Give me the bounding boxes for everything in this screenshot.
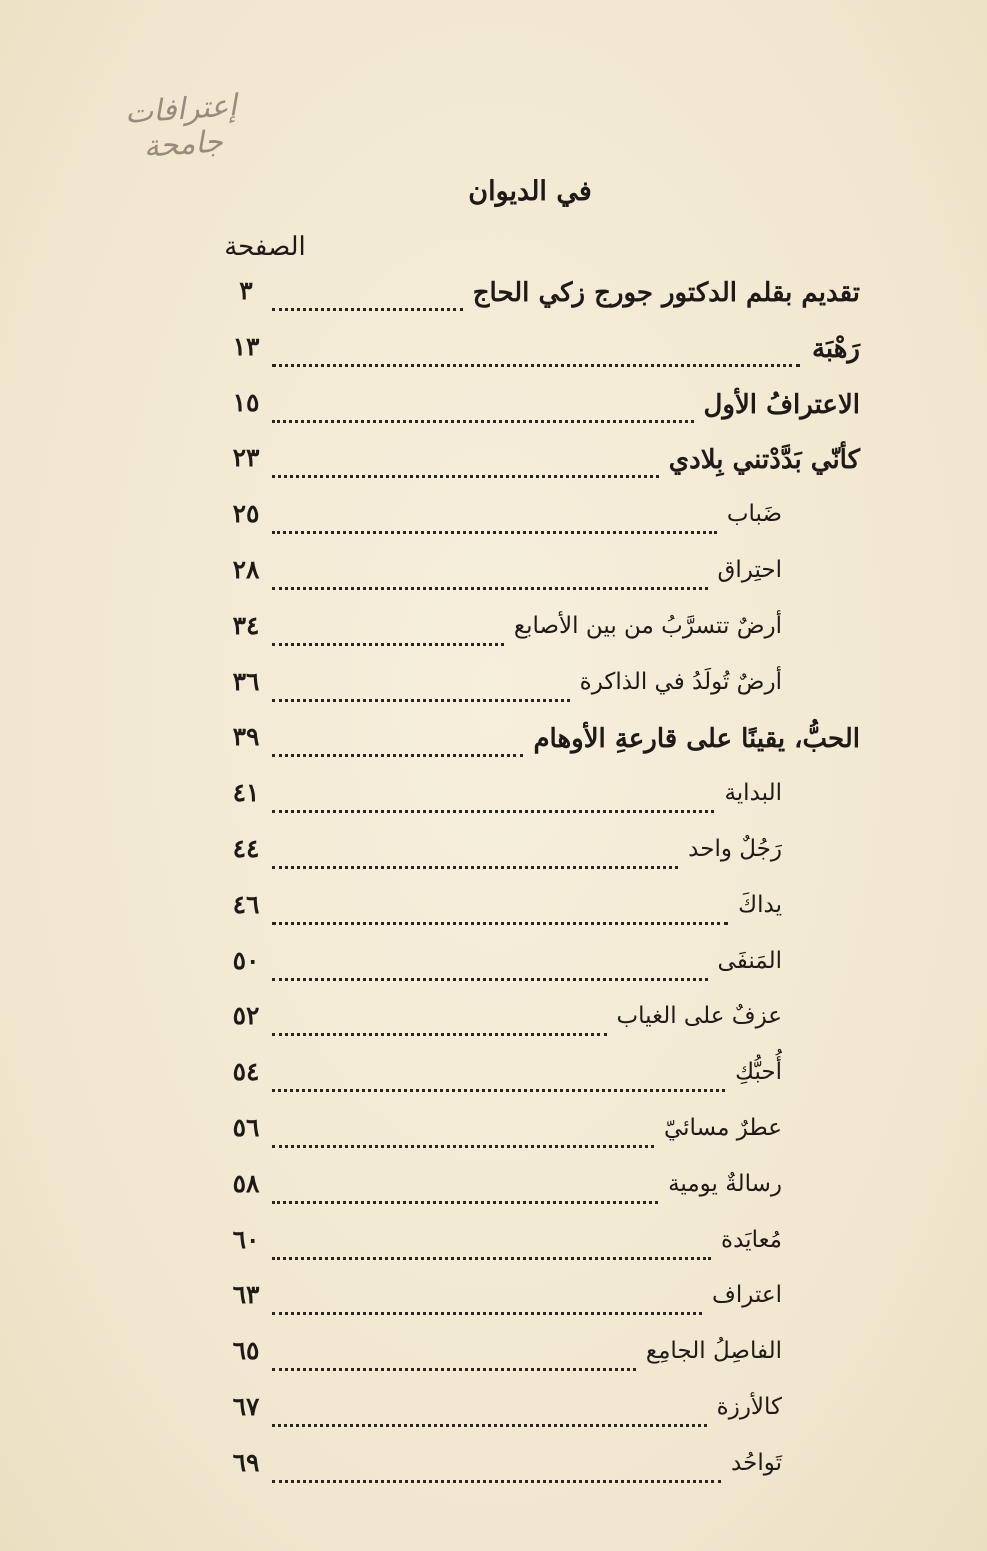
toc-entry-page: ٥٢: [232, 1001, 260, 1031]
toc-entry: [220, 1276, 860, 1332]
dot-leader: [272, 1338, 636, 1371]
toc-entry: [220, 551, 860, 607]
toc-entry-title: الحبُّ، يقينًا على قارعةِ الأوهام: [533, 724, 860, 755]
toc-entry: [220, 830, 860, 886]
toc-entry-title: البداية: [724, 780, 782, 807]
toc-entry-page: ٣: [239, 276, 253, 305]
toc-entry-page: ٤٦: [232, 889, 260, 919]
toc-entry-title: أُحبُّكِ: [735, 1059, 782, 1086]
toc-entry-title: مُعايَدة: [721, 1226, 782, 1253]
toc-entry: [220, 495, 860, 551]
dot-leader: [272, 1115, 654, 1148]
dot-leader: [272, 669, 570, 702]
toc-entry-title: عزفٌ على الغياب: [616, 1003, 782, 1030]
dot-leader: [272, 892, 728, 925]
toc-entry: [220, 384, 860, 440]
toc-entry-page: ١٥: [232, 387, 260, 417]
toc-entry: [220, 1109, 860, 1165]
page-column-header: الصفحة: [224, 232, 306, 262]
toc-entry-title: أرضٌ تتسرَّبُ من بين الأصابع: [513, 612, 782, 639]
toc-entry: [220, 272, 860, 328]
dot-leader: [272, 780, 714, 813]
toc-entry-page: ٦٩: [232, 1447, 260, 1477]
toc-entry-title: الفاصِلُ الجامِع: [645, 1338, 782, 1365]
dot-leader: [272, 445, 659, 478]
dot-leader: [272, 1171, 658, 1204]
toc-entry-title: المَنفَى: [717, 947, 782, 974]
toc-entry-page: ٥٦: [232, 1112, 260, 1142]
toc-entry-title: الاعترافُ الأول: [703, 389, 860, 420]
toc-entry-page: ٦٧: [232, 1391, 260, 1421]
toc-entry: [220, 1053, 860, 1109]
toc-entry-page: ٣٦: [232, 666, 260, 696]
toc-entry-page: ٢٨: [232, 554, 260, 584]
toc-entry-title: ضَباب: [726, 501, 782, 528]
toc-entry: [220, 663, 860, 719]
toc-entry-title: تقديم بقلم الدكتور جورج زكي الحاج: [472, 278, 860, 308]
toc-entry: [220, 1165, 860, 1221]
toc-entry-page: ٢٣: [232, 443, 260, 473]
dot-leader: [272, 1059, 725, 1092]
toc-entry-page: ٤١: [232, 778, 260, 808]
toc-entry: [220, 1332, 860, 1388]
toc-entry: [220, 942, 860, 998]
toc-entry-page: ٥٨: [232, 1168, 260, 1198]
toc-entry: [220, 439, 860, 495]
toc-entry-title: اعتراف: [712, 1282, 782, 1309]
dot-leader: [272, 1282, 702, 1315]
dot-leader: [272, 948, 708, 981]
toc-entry: [220, 607, 860, 663]
dot-leader: [272, 278, 463, 311]
dot-leader: [272, 613, 504, 646]
toc-entry-title: كأنّي بَدَّدْتني بِلادي: [668, 445, 860, 476]
toc-entry-title: كالأرزة: [716, 1393, 782, 1420]
toc-entry-page: ٤٤: [232, 833, 260, 863]
toc-entry: [220, 886, 860, 942]
page-title: في الديوان: [468, 176, 592, 207]
toc-entry: [220, 774, 860, 830]
handwritten-note: إعترافات جامحة: [123, 88, 238, 165]
toc-entry: [220, 997, 860, 1053]
table-of-contents: [220, 272, 860, 1500]
toc-entry: [220, 1221, 860, 1277]
toc-entry-page: ٦٠: [232, 1224, 260, 1254]
dot-leader: [272, 1394, 707, 1427]
dot-leader: [272, 334, 800, 367]
toc-entry-page: ١٣: [232, 331, 260, 361]
dot-leader: [272, 1003, 607, 1036]
toc-entry-title: تَواحُد: [731, 1449, 782, 1476]
toc-entry-page: ٣٩: [232, 722, 260, 752]
toc-entry-title: أرضٌ تُولَدُ في الذاكرة: [579, 668, 782, 695]
toc-entry-title: يداكَ: [738, 891, 782, 918]
toc-entry-title: احتِراق: [717, 556, 782, 583]
toc-entry-page: ٢٥: [232, 499, 260, 529]
toc-entry-title: رَجُلٌ واحد: [688, 835, 782, 862]
dot-leader: [272, 1227, 711, 1260]
toc-entry-page: ٣٤: [232, 610, 260, 640]
dot-leader: [272, 390, 694, 423]
toc-entry-title: عطرٌ مسائيّ: [663, 1114, 782, 1141]
toc-entry-title: رَهْبَة: [811, 333, 860, 364]
dot-leader: [272, 836, 678, 869]
toc-entry-title: رسالةٌ يومية: [668, 1170, 782, 1197]
toc-entry: [220, 328, 860, 384]
toc-entry: [220, 1388, 860, 1444]
dot-leader: [272, 1450, 721, 1483]
toc-entry-page: ٥٤: [232, 1057, 260, 1087]
toc-entry: [220, 718, 860, 774]
toc-entry: [220, 1444, 860, 1500]
toc-entry-page: ٦٥: [232, 1336, 260, 1366]
dot-leader: [272, 557, 708, 590]
toc-entry-page: ٥٠: [232, 945, 260, 975]
dot-leader: [272, 501, 717, 534]
dot-leader: [272, 724, 523, 757]
toc-entry-page: ٦٣: [232, 1280, 260, 1310]
